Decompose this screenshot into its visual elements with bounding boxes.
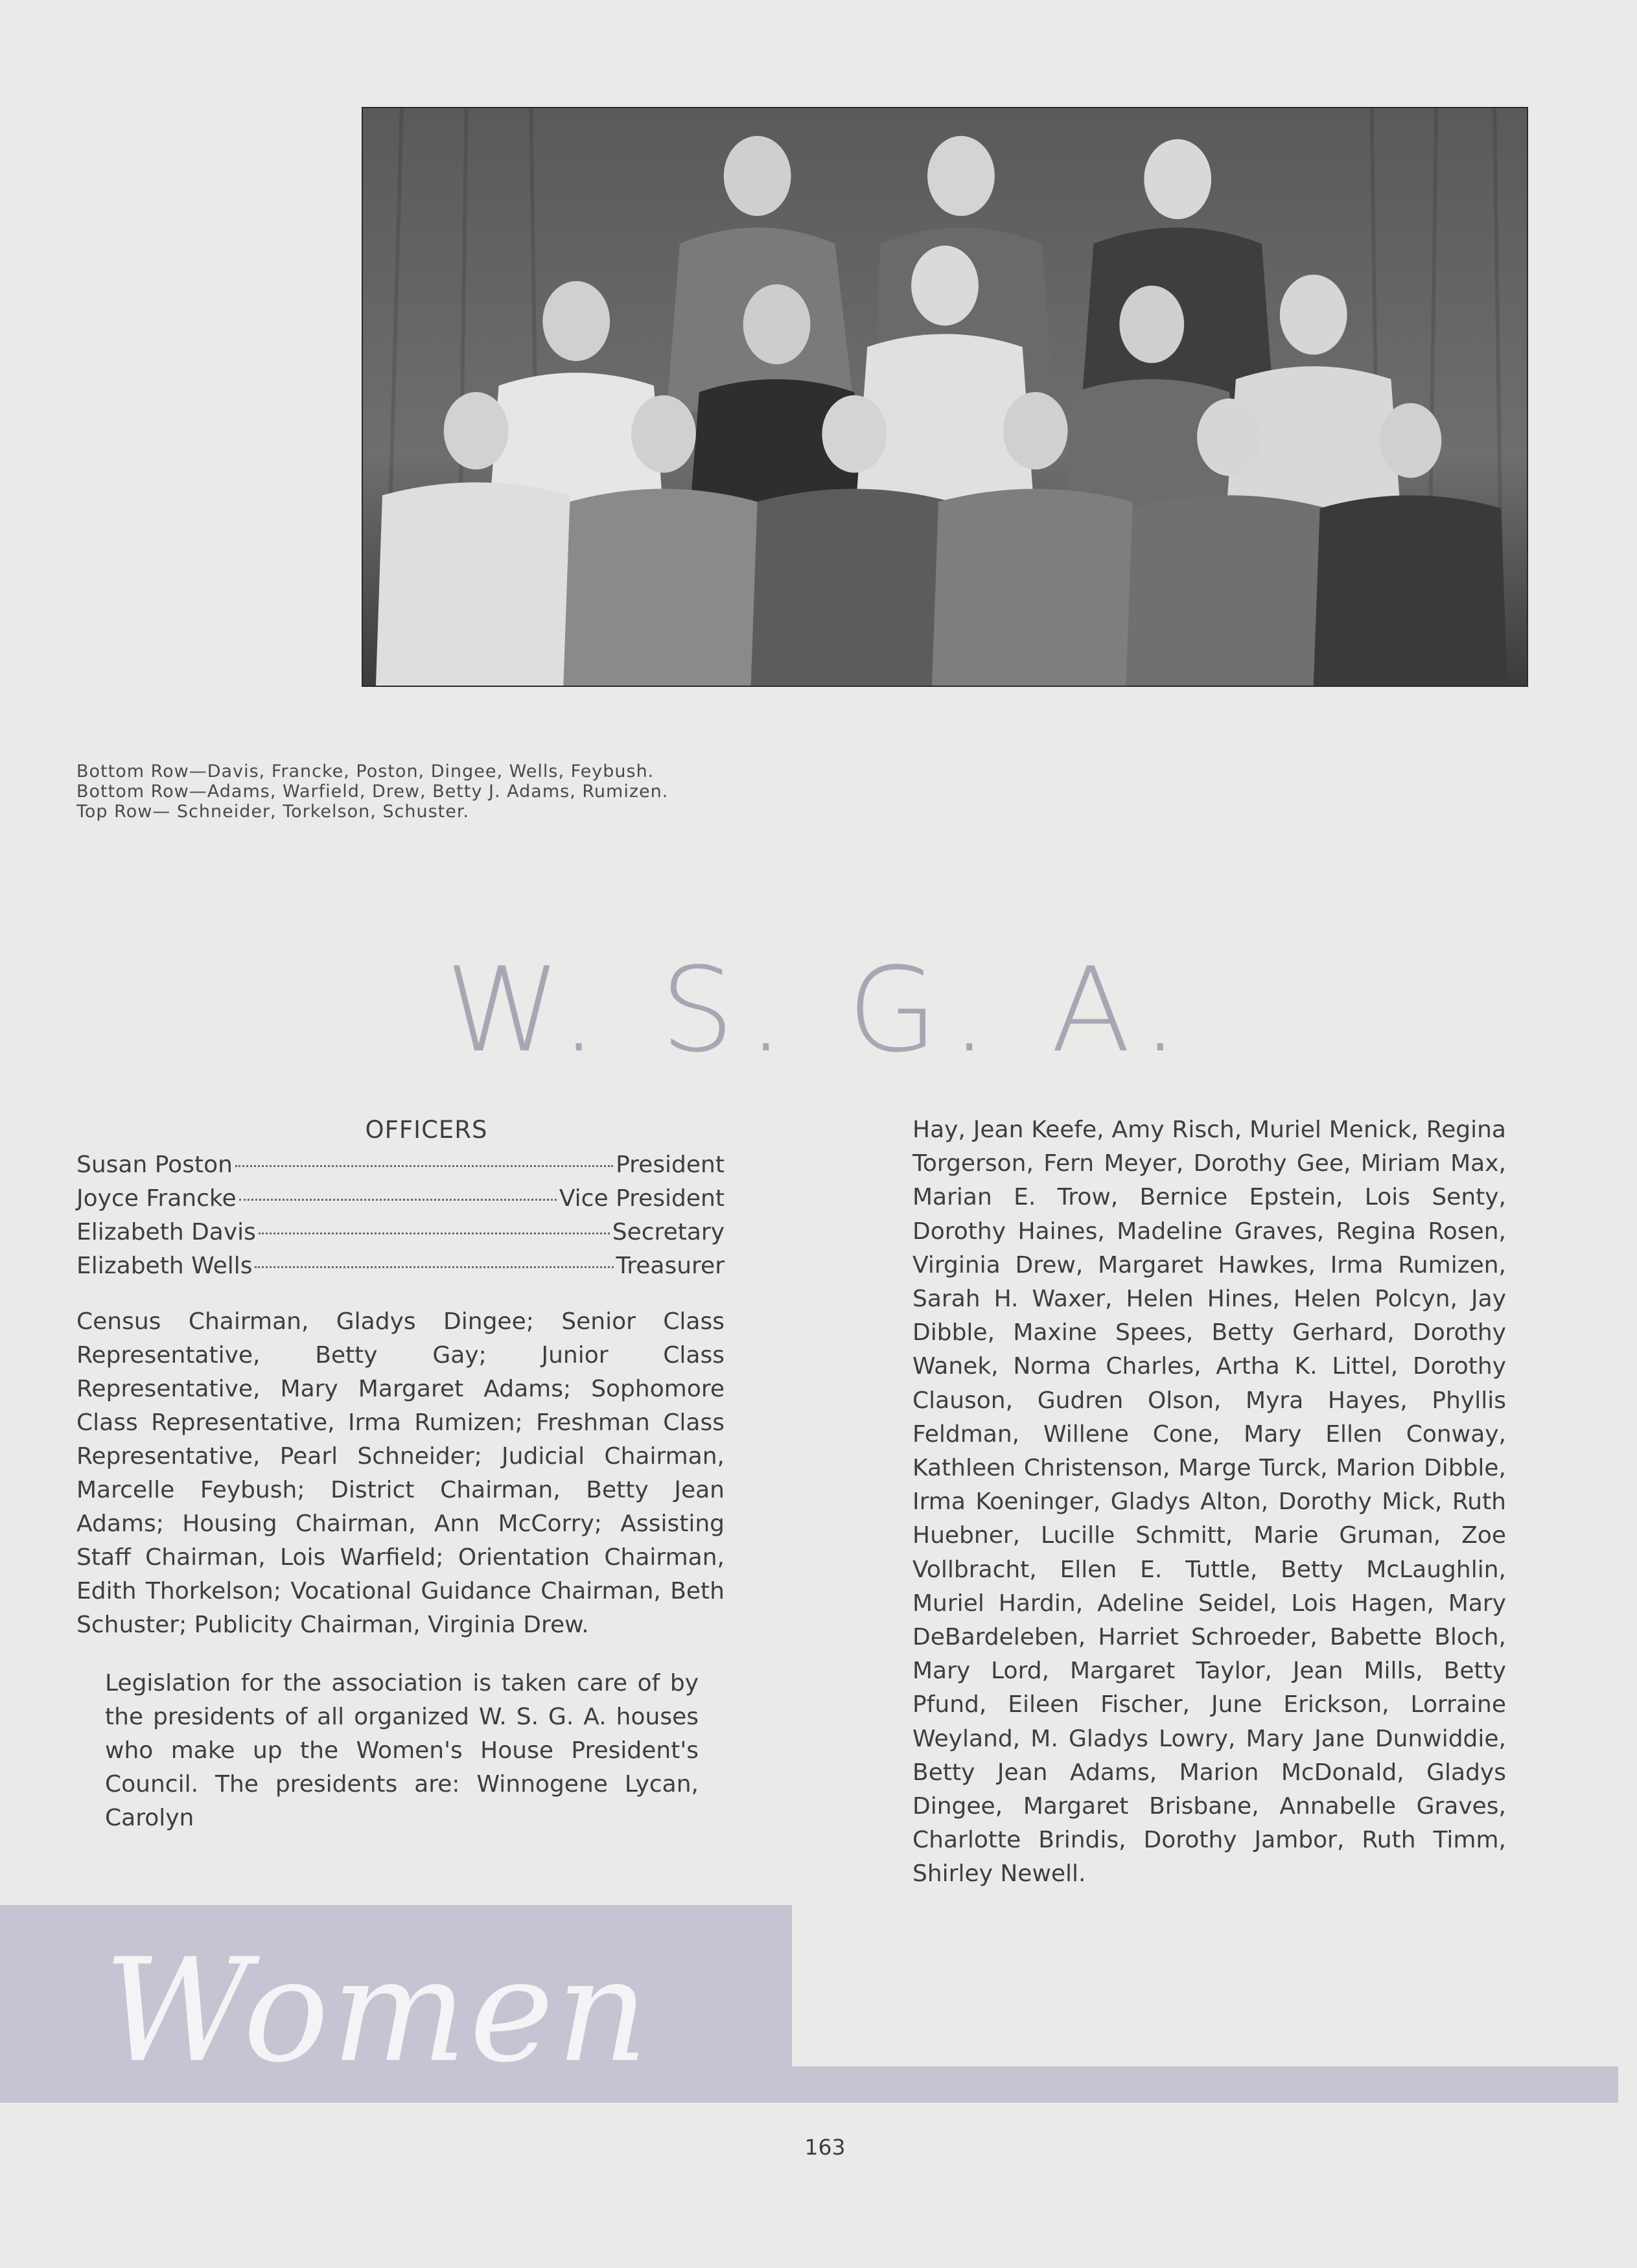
leader-dots [255,1266,613,1268]
officer-row [76,1148,725,1182]
leader-dots [239,1199,557,1201]
officer-name: Elizabeth Davis [76,1219,256,1245]
left-column [76,1113,725,1835]
officer-row [76,1216,725,1249]
officer-name: Susan Poston [76,1151,233,1178]
officer-name: Elizabeth Wells [76,1253,253,1279]
section-banner-strip [792,2066,1618,2103]
presidents-list: Hay, Jean Keefe, Amy Risch, Muriel Menick, Regina Torgerson, Fern Meyer, Dorothy Gee, Miriam Max, Marian E. Trow, Bernice Epstein, Lois Senty, Dorothy Haines, Madeline Graves, Regina Rosen, Virginia Drew, Margaret Hawkes, Irma Rumizen, Sarah H. Waxer, Helen Hines, Helen Polcyn, Jay Dibble, Maxine Spees, Betty Gerhard, Dorothy Wanek, Norma Charles, Artha K. Littel, Dorothy Clauson, Gudren Olson, Myra Hayes, Phyllis Feldman, Willene Cone, Mary Ellen Conway, Kathleen Christenson, Marge Turck, Marion Dibble, Irma Koeninger, Gladys Alton, Dorothy Mick, Ruth Huebner, Lucille Schmitt, Marie Gruman, Zoe Vollbracht, Ellen E. Tuttle, Betty McLaughlin, Muriel Hardin, Adeline Seidel, Lois Hagen, Mary DeBardeleben, Harriet Schroeder, Babette Bloch, Mary Lord, Margaret Taylor, Jean Mills, Betty Pfund, Eileen Fischer, June Erickson, Lorraine Weyland, M. Gladys Lowry, Mary Jane Dunwiddie, Betty Jean Adams, Marion McDonald, Gladys Dingee, Margaret Brisbane, Annabelle Graves, Charlotte Brindis, Dorothy Jambor, Ruth Timm, Shirley Newell. [912,1117,1506,1888]
section-banner-text: Women [104,1928,651,2094]
officer-row [76,1249,725,1283]
officers-heading: OFFICERS [365,1116,488,1144]
group-photo [362,107,1528,687]
photo-caption [76,761,668,822]
caption-line: Top Row— Schneider, Torkelson, Schuster. [76,802,470,822]
officer-role: Secretary [612,1219,725,1245]
officer-role: Treasurer [616,1253,725,1279]
officer-role: Vice President [559,1185,725,1212]
chairmen-paragraph: Census Chairman, Gladys Dingee; Senior Class Representative, Betty Gay; Junior Class Representative, Mary Margaret Adams; Sophomore Class Representative, Irma Rumizen; Freshman Class Representative, Pearl Schneider; Judicial Chairman, Marcelle Feybush; District Chairman, Betty Jean Adams; Housing Chairman, Ann McCorry; Assisting Staff Chairman, Lois Warfield; Orientation Chairman, Edith Thorkelson; Vocational Guidance Chairman, Beth Schuster; Publicity Chairman, Virginia Drew. [76,1308,725,1638]
caption-line: Bottom Row—Davis, Francke, Poston, Dingee, Wells, Feybush. [76,761,655,781]
leader-dots [235,1165,613,1167]
officer-name: Joyce Francke [76,1185,237,1212]
officer-row [76,1182,725,1216]
legislation-paragraph: Legislation for the association is taken care of by the presidents of all organized W. S. G. A. houses who make up the Women's House President's Council. The presidents are: Winnogene Lycan, Carolyn [105,1670,699,1831]
officer-role: President [616,1151,725,1178]
leader-dots [259,1232,610,1234]
group-photo-image [363,108,1527,686]
page-title: W. S. G. A. [445,943,1192,1078]
caption-line: Bottom Row—Adams, Warfield, Drew, Betty J. Adams, Rumizen. [76,781,669,802]
page-number: 163 [804,2135,846,2160]
